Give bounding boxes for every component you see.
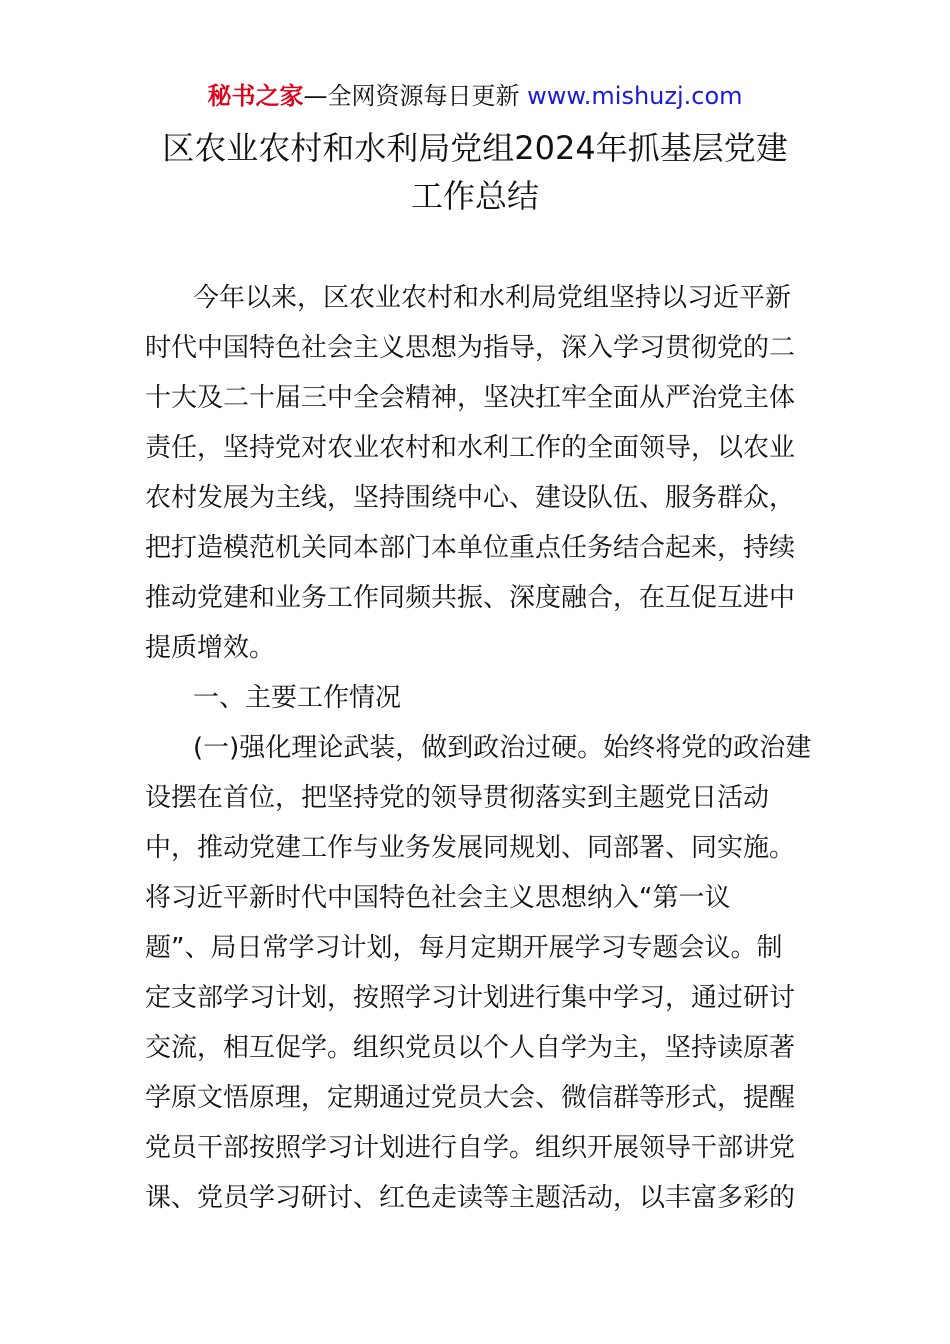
paragraph-line: 设摆在首位，把坚持党的领导贯彻落实到主题党日活动 (145, 783, 770, 813)
paragraph-line: 题”、局日常学习计划，每月定期开展学习专题会议。制 (145, 933, 783, 963)
paragraph-line: 把打造模范机关同本部门本单位重点任务结合起来，持续 (145, 533, 796, 563)
paragraph-line: 学原文悟原理，定期通过党员大会、微信群等形式，提醒 (145, 1083, 796, 1113)
paragraph-line: 农村发展为主线，坚持围绕中心、建设队伍、服务群众， (145, 483, 796, 513)
paragraph-line: 提质增效。 (145, 633, 276, 663)
paragraph-line: 推动党建和业务工作同频共振、深度融合，在互促互进中 (145, 583, 796, 613)
paragraph-line: (一)强化理论武装，做到政治过硬。始终将党的政治建 (193, 733, 812, 763)
paragraph-line: 十大及二十届三中全会精神，坚决扛牢全面从严治党主体 (145, 383, 796, 413)
site-url-link[interactable]: www.mishuzj.com (527, 82, 743, 110)
document-title-line-1: 区农业农村和水利局党组2024年抓基层党建 (162, 129, 788, 167)
header-tagline: —全网资源每日更新 (303, 82, 520, 110)
paragraph-line: 今年以来，区农业农村和水利局党组坚持以习近平新 (193, 283, 792, 313)
paragraph-line: 定支部学习计划，按照学习计划进行集中学习，通过研讨 (145, 983, 796, 1013)
section-heading: 一、主要工作情况 (193, 683, 402, 713)
site-header (0, 80, 950, 112)
paragraph-line: 交流，相互促学。组织党员以个人自学为主，坚持读原著 (145, 1033, 796, 1063)
paragraph-line: 将习近平新时代中国特色社会主义思想纳入“第一议 (145, 883, 731, 913)
paragraph-line: 课、党员学习研讨、红色走读等主题活动，以丰富多彩的 (145, 1183, 796, 1213)
paragraph-line: 党员干部按照学习计划进行自学。组织开展领导干部讲党 (145, 1133, 796, 1163)
paragraph-line: 中，推动党建工作与业务发展同规划、同部署、同实施。 (145, 833, 796, 863)
paragraph-line: 时代中国特色社会主义思想为指导，深入学习贯彻党的二 (145, 333, 796, 363)
brand-name: 秘书之家 (207, 82, 304, 110)
document-title-line-2: 工作总结 (410, 177, 539, 215)
paragraph-line: 责任，坚持党对农业农村和水利工作的全面领导，以农业 (145, 433, 796, 463)
